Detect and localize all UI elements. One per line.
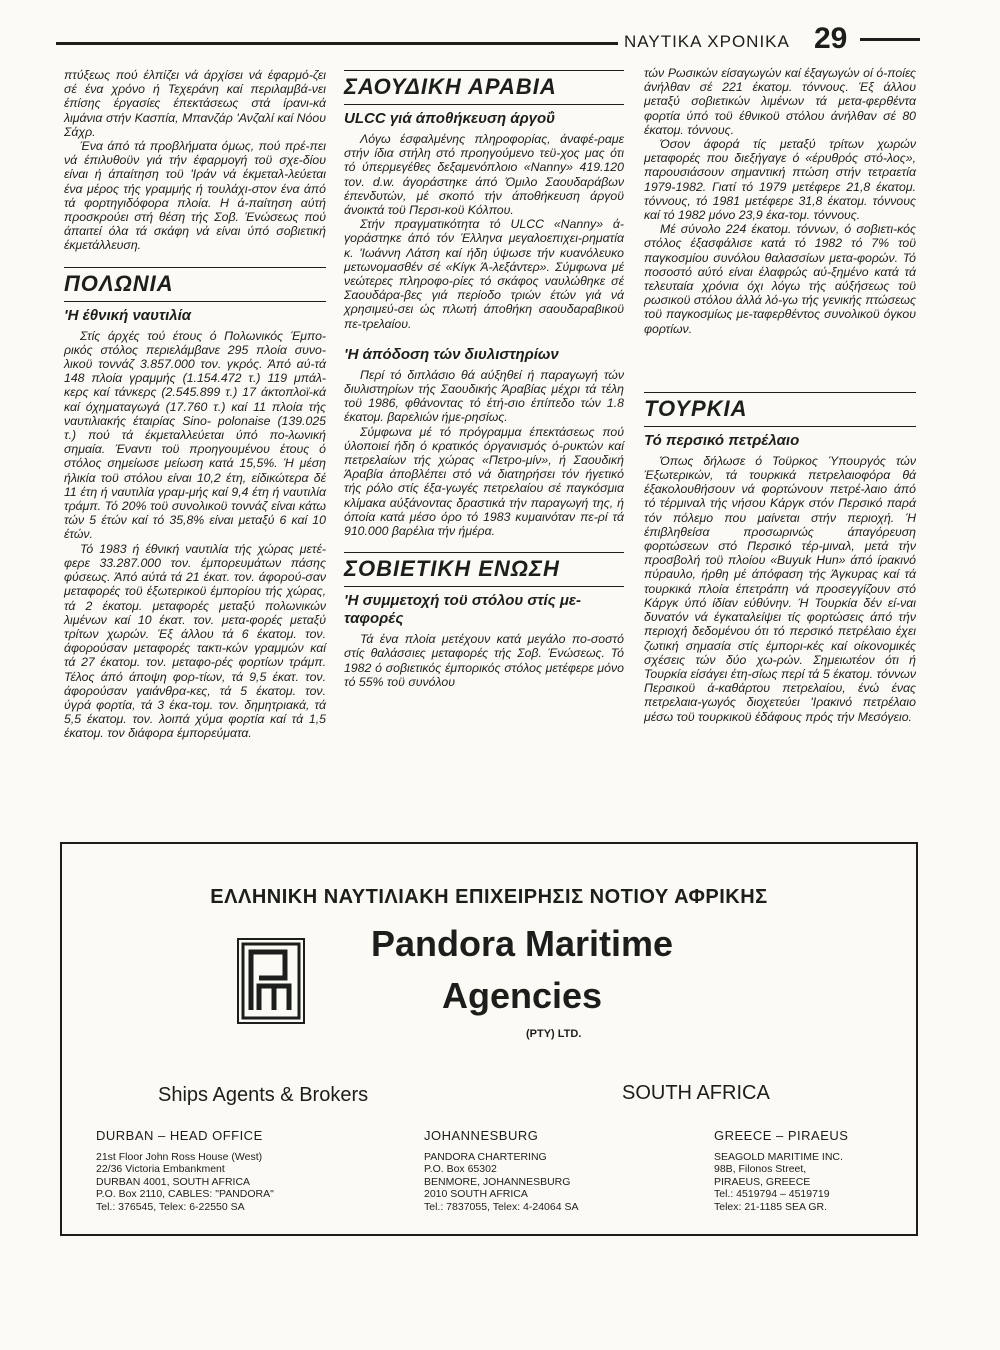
office-line: Tel.: 376545, Telex: 6-22550 SA xyxy=(96,1200,245,1213)
ad-country: SOUTH AFRICA xyxy=(622,1082,770,1104)
page-number: 29 xyxy=(814,22,848,55)
section-title-saudi: ΣΑΟΥΔΙΚΗ ΑΡΑΒΙΑ xyxy=(344,74,557,99)
office-heading: DURBAN – HEAD OFFICE xyxy=(96,1128,263,1143)
subheading: 'Η έθνική ναυτιλία xyxy=(64,306,192,324)
office-line: 21st Floor John Ross House (West) xyxy=(96,1150,263,1163)
subheading: 'Η συμμετοχή τοϋ στόλου στίς με-ταφορές xyxy=(344,592,582,628)
office-line: P.O. Box 2110, CABLES: "PANDORA" xyxy=(96,1188,274,1200)
section-rule xyxy=(644,426,916,427)
header-rule-left xyxy=(56,42,618,45)
office-heading: GREECE – PIRAEUS xyxy=(714,1128,849,1143)
office-line: PIRAEUS, GREECE xyxy=(714,1175,811,1188)
column-3 xyxy=(644,66,916,724)
office-line: DURBAN 4001, SOUTH AFRICA xyxy=(96,1175,251,1188)
paragraph: Μέ σύνολο 224 έκατομ. τόννων, ό σοβιετι-κός στόλος έξασφάλισε κατά τό 1982 τό 7% τοϋ παγκοσμίου συνόλου θαλασσίων μετα-φορών. Τό ποσοστό αύτό είναι έλαφρώς αύ-ξημένο κατά τά τελευταία χρόνια όχι λόγω τής αύξήσεως τοϋ ρωσικοϋ στόλου άλλά λό-γω τής γενικής πτώσεως τοϋ παγκοσμίως με-ταφερθέντος συνολικοϋ όγκου φορτίων. xyxy=(644,222,916,336)
magazine-title: ΝΑΥΤΙΚΑ ΧΡΟΝΙΚΑ xyxy=(624,32,790,51)
section-rule xyxy=(64,267,326,268)
paragraph: Όσον άφορά τίς μεταξύ τρίτων χωρών μεταφορές που διεξήγαγε ό «έρυθρός στό-λος», παρουσιάσουν σημαντική πτώση στήν τετραετία 1979-1982. Γιατί τό 1979 μετέφερε 21,8 έκατομ. τόννους, τό 1981 μετέφερε 31,8 έκατομ. τόννους καί τό 1982 μόνο 23,9 έκα-τομ. τόννους. xyxy=(644,137,916,223)
office-line: Tel.: 7837055, Telex: 4-24064 SA xyxy=(424,1200,579,1213)
paragraph: Ένα άπό τά προβλήματα όμως, πού πρέ-πει νά έπιλυθοϋν γιά τήν έφαρμογή τοϋ σχε-δίου είναι ή άπαίτηση τοϋ 'Ιράν νά έκμεταλ-λεύεται ένα μέρος τής γραμμής ή τουλάχι-στον ένα άπό τά φορτηγιδόφορα πλοία. Η ά-παίτηση αύτή προσκρούει στή θέση τής Σοβ. Ένώσεως πού άπαιτεί όλα τά σκάφη νά είναι ύπό σοβιετική έκμετάλλευση. xyxy=(64,139,326,253)
office-line: PANDORA CHARTERING xyxy=(424,1150,547,1163)
paragraph: πτύξεως πού έλπίζει νά άρχίσει νά έφαρμό-ζει σέ ένα χρόνο ή Τεχεράνη καί περιλαμβά-νει έπίσης έργασίες έπεκτάσεως στά ίρανι-κά λιμάνια στήν Κασπία, Μπανζάρ 'Ανζαλί καί Νόου Σάχρ. xyxy=(64,68,326,139)
paragraph: Τά ένα πλοία μετέχουν κατά μεγάλο πο-σοστό στίς θαλάσσιες μεταφορές τής Σοβ. Ένώσεως. Τό 1982 ό σοβιετικός έμπορικός στόλος μετέφερε μόνο τό 55% τοϋ συνόλου xyxy=(344,632,624,689)
section-rule xyxy=(64,301,326,302)
advertisement-box xyxy=(60,842,918,1236)
company-name-line2: Agencies xyxy=(441,975,603,1016)
office-line: Tel.: 4519794 – 4519719 xyxy=(714,1188,830,1200)
column-2 xyxy=(344,70,624,689)
office-durban xyxy=(96,1130,274,1213)
office-line: BENMORE, JOHANNESBURG xyxy=(424,1175,571,1188)
paragraph: Στήν πραγματικότητα τό ULCC «Nanny» ά-γοράστηκε άπό τόν Έλληνα μεγαλοεπιχει-ρηματία κ. 'Ιωάννη Λάτση καί ήδη ύψωσε τήν κυανόλευκο μετωνομασθέν σέ «Κίγκ Ά-λεξάντερ». Σύμφωνα μέ νεώτερες πληροφο-ρίες τό σκάφος ναυλώθηκε σέ Σαουδάρα-βες γιά περίοδο τριών έτών γιά νά χρησιμεύ-σει ώς πλωτή άποθήκη σαουδαραβικοϋ πε-τρελαίου. xyxy=(344,217,624,331)
paragraph: Λόγω έσφαλμένης πληροφορίας, άναφέ-ραμε στήν ίδια στήλη στό προηγούμενο τεϋ-χος μας ότι τό ύπερμεγέθες δεξαμενόπλοιο «Nanny» 419.120 τον. d.w. άγοράστηκε άπό Όμιλο Σαουδαράβων έπενδυτών, μέ σκοπό τήν άποθήκευση άργοϋ άνοικτά τοϋ Περσι-κοϋ Κόλπου. xyxy=(344,132,624,218)
office-line: 98B, Filonos Street, xyxy=(714,1163,807,1175)
office-line: 22/36 Victoria Embankment xyxy=(96,1163,225,1175)
office-line: SEAGOLD MARITIME INC. xyxy=(714,1150,843,1163)
column-1 xyxy=(64,68,326,741)
section-rule xyxy=(344,104,624,105)
office-heading: JOHANNESBURG xyxy=(424,1128,539,1143)
paragraph: Όπως δήλωσε ό Τοϋρκος Ύπουργός τών Έξωτερικών, τά τουρκικά πετρελαιοφόρα θά έξακολουθήσουν νά φορτώνουν πετρέ-λαιο άπό τό τέρμιναλ τής νήσου Κάργκ στόν Περσικό παρά τόν πόλεμο που μαίνεται στήν περιοχή. Ή έπιβληθείσα προσωρινώς άπαγόρευση φορτώσεων στό Περσικό τέρ-μιναλ, μετά τήν προσβολή τοϋ πλοίου «Buyuk Hun» άπό ίρακινό πύραυλο, ήρθη μέ άπόφαση τής Άγκυρας καί τά τουρκικά πλοία έπετράπη νά προσεγγίζουν στό Κάργκ ύπό ίδίαν εύθύνην. Ή Τουρκία δέν εί-ναι δυνατόν νά έγκαταλείψει τίς φορτώσεις άπό τήν περιοχή δεδομένου ότι τό περσικό πετρέλαιο έχει ζωτική σημασία στίς έμπορι-κές καί οίκονομικές σχέσεις τών δύο χω-ρών. Σημειωτέον ότι ή Τουρκία είσάγει έτη-σίως περί τά 5 έκατομ. τόννων Περσικοϋ ά-καθάρτου πετρελαίου, ένώ ένας πετρελαια-γωγός διοχετεύει 'Ιρακινό πετρέλαιο μέσω τοϋ τουρκικοϋ έδάφους πρός τήν Μεσόγειο. xyxy=(644,453,916,724)
company-name-line1: Pandora Maritime xyxy=(370,923,674,964)
office-johannesburg xyxy=(424,1130,579,1213)
subheading: Τό περσικό πετρέλαιο xyxy=(644,431,800,449)
subheading: ULCC γιά άποθήκευση άργοΰ xyxy=(344,110,556,127)
section-title-ussr: ΣΟΒΙΕΤΙΚΗ ΕΝΩΣΗ xyxy=(344,556,560,582)
section-rule xyxy=(344,70,624,71)
section-title-turkey: ΤΟΥΡΚΙΑ xyxy=(644,395,748,421)
pm-monogram-icon xyxy=(237,938,305,1024)
paragraph: Σύμφωνα μέ τό πρόγραμμα έπεκτάσεως πού ύλοποιεί ήδη ό κρατικός όργανισμός ό-ρυκτών καί πετρελαίων τής χώρας «Πετρο-μίν», ή Σαουδική Άραβία άποβλέπει στό νά διατηρήσει τόν ήγετικό τής ρόλο στίς έξα-γωγές πετρελαίου σέ παγκόσμια κλίμακα αύξάνοντας δραστικά τήν παραγωγή της, ή όποία κατά μέσο όρο τό 1983 κυμαινόταν πε-ρί τά 910.000 βαρέλια τήν ήμέρα. xyxy=(344,424,624,539)
paragraph: τών Ρωσικών είσαγωγών καί έξαγωγών οί ό-ποίες άνήλθαν σέ 221 έκατομ. τόννους. Έξ άλλου μεταξύ σοβιετικών λιμένων τά μετα-φερθέντα φορτία ύπό τοϋ έθνικοϋ στόλου άνήλθαν σέ 80 έκατομ. τόννους. xyxy=(644,66,916,137)
office-line: P.O. Box 65302 xyxy=(424,1163,497,1175)
ad-tagline: Ships Agents & Brokers xyxy=(158,1084,369,1106)
paragraph: Τό 1983 ή έθνική ναυτιλία τής χώρας μετέ-φερε 33.287.000 τον. έμπορευμάτων πάσης φύσεως. Άπό αύτά τά 21 έκατ. τον. άφορού-σαν μεταφορές τοϋ έξωτερικοϋ έμπορίου τής χώρας, τά 2 έκατομ. μεταφορές μεταξύ πολωνικών λιμένων καί 10 έκατ. τον. μετα-φορές μεταξύ τρίτων χωρών. Έξ άλλου τά 6 έκατομ. τον. άφορούσαν μεταφορές τακτι-κών γραμμών καί τά 27 έκατομ. τον. μεταφο-ρές φορτίων τράμπ. Τέλος άπό άποψη φορ-τίων, τά 9,5 έκατ. τον. άφορούσαν γαιάνθρα-κες, τά 5 έκατομ. τον. ύγρά φορτία, τά 3 έκα-τομ. τον. δημητριακά, τά 5,5 έκατομ. τον. λοιπά χύμα φορτία καί τά 1,5 έκατομ. τον διάφορα έμπορεύματα. xyxy=(64,541,326,741)
company-suffix: (PTY) LTD. xyxy=(526,1028,582,1040)
header-rule-right xyxy=(860,38,920,41)
office-piraeus xyxy=(714,1130,848,1213)
section-rule xyxy=(344,552,624,553)
ad-greek-title: ΕΛΛΗΝΙΚΗ ΝΑΥΤΙΛΙΑΚΗ ΕΠΙΧΕΙΡΗΣΙΣ ΝΟΤΙΟΥ ΑΦΡΙΚΗΣ xyxy=(210,886,768,908)
company-name xyxy=(332,918,712,1022)
section-rule xyxy=(644,392,916,393)
paragraph: Περί τό διπλάσιο θά αύξηθεί ή παραγωγή τών διυλιστηρίων τής Σαουδικής Άραβίας μέχρι τά τέλη τοϋ 1986, φθάνοντας τό έτή-σιο έπίπεδο τών 1.8 έκατομ. βαρελιών ήμε-ρησίως. xyxy=(344,367,624,425)
office-line: 2010 SOUTH AFRICA xyxy=(424,1188,528,1200)
subheading: 'Η άπόδοση τών διυλιστηρίων xyxy=(344,345,559,363)
section-title-poland: ΠΟΛΩΝΙΑ xyxy=(64,270,174,296)
paragraph: Στίς άρχές τού έτους ό Πολωνικός Έμπο-ρικός στόλος περιελάμβανε 295 πλοία συνο-λικοϋ τοννάζ 3.857.000 τον. γκρός. Άπό αύ-τά 148 πλοία γραμμής (1.154.472 τ.) 119 μπάλ-κερς καί τάνκερς (2.545.899 τ.) 17 άκτοπλοϊ-κά καί όχηματαγωγά (17.760 τ.) καί 11 πλοία τής ναυτιλιακής έταιρίας Sino- polonaise (139.025 τ.) πού τά έκμεταλλεύεται ύπό πο-λωνική σημαία. Έναντι τοϋ προηγουμένου έτους ό στόλος σημείωσε μείωση κατά 15,5%. Ή μέση ήλικία τοϋ στόλου είναι 10,2 έτη, είδικώτερα δέ 11 έτη ή ναυτιλία γραμ-μής καί 9,4 έτη ή ναυτιλία τράμπ. Τό 20% τοϋ συνολικοϋ τοννάζ είναι κάτω τών 5 έτών καί τό 35,8% είναι μεταξύ 6 καί 10 έτών. xyxy=(64,328,326,542)
section-rule xyxy=(344,586,624,587)
office-line: Telex: 21-1185 SEA GR. xyxy=(714,1200,828,1213)
